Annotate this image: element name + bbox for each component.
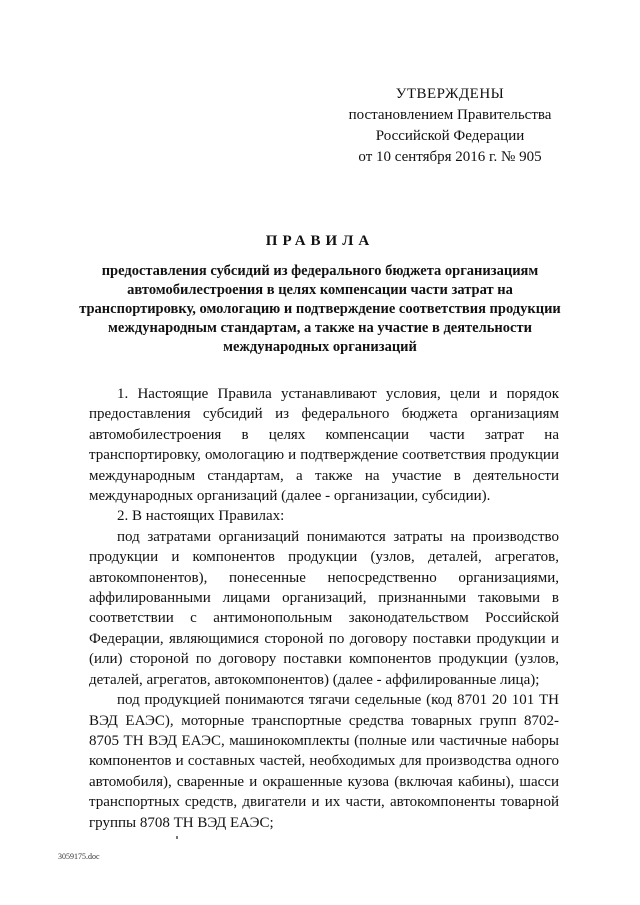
paragraph-2: 2. В настоящих Правилах: <box>117 508 285 525</box>
document-title: ПРАВИЛА <box>265 233 375 249</box>
paragraph-3: под затратами организаций понимаются затраты на производство продукции и компонентов продукции (узлов, деталей, агрегатов, автокомпонентов), понесенные непосредственно организациями, аффилированными лицами организаций, признанными таковыми в соответствии с антимонопольным законодательством Российской Федерации, являющимися стороной по договору поставки продукции и (или) стороной по договору поставки компонентов продукции (узлов, деталей, агрегатов, автокомпонентов) (далее - аффилированные лица); <box>89 528 559 688</box>
file-name-footer: 3059175.doc <box>58 852 100 861</box>
approval-line-3: от 10 сентября 2016 г. № 905 <box>358 149 542 165</box>
approval-heading: УТВЕРЖДЕНЫ <box>395 86 505 102</box>
document-body <box>89 384 559 833</box>
approval-line-1: постановлением Правительства <box>348 107 552 123</box>
paragraph-4: под продукцией понимаются тягачи седельные (код 8701 20 101 ТН ВЭД ЕАЭС), моторные транспортные средства товарных групп 8702-8705 ТН ВЭД ЕАЭС, машинокомплекты (полные или частичные наборы компонентов и составных частей, необходимых для производства одного автомобиля), сваренные и окрашенные кузова (включая кабины), шасси транспортных средств, двигатели и их части, автокомпоненты товарной группы 8708 ТН ВЭД ЕАЭС; <box>89 692 559 831</box>
approval-block <box>330 84 570 168</box>
approval-line-2: Российской Федерации <box>375 128 525 144</box>
document-subtitle: предоставления субсидий из федерального бюджета организациям автомобилестроения в целях компенсации части затрат на транспортировку, омологацию и подтверждение соответствия продукции международным стандартам, а также на участие в деятельности международных организаций <box>79 263 561 355</box>
scan-speck <box>176 836 178 839</box>
paragraph-1: 1. Настоящие Правила устанавливают условия, цели и порядок предоставления субсидий из федерального бюджета организациям автомобилестроения в целях компенсации части затрат на транспортировку, омологацию и подтверждение соответствия продукции международным стандартам, а также на участие в деятельности международных организаций (далее - организации, субсидии). <box>89 386 559 505</box>
